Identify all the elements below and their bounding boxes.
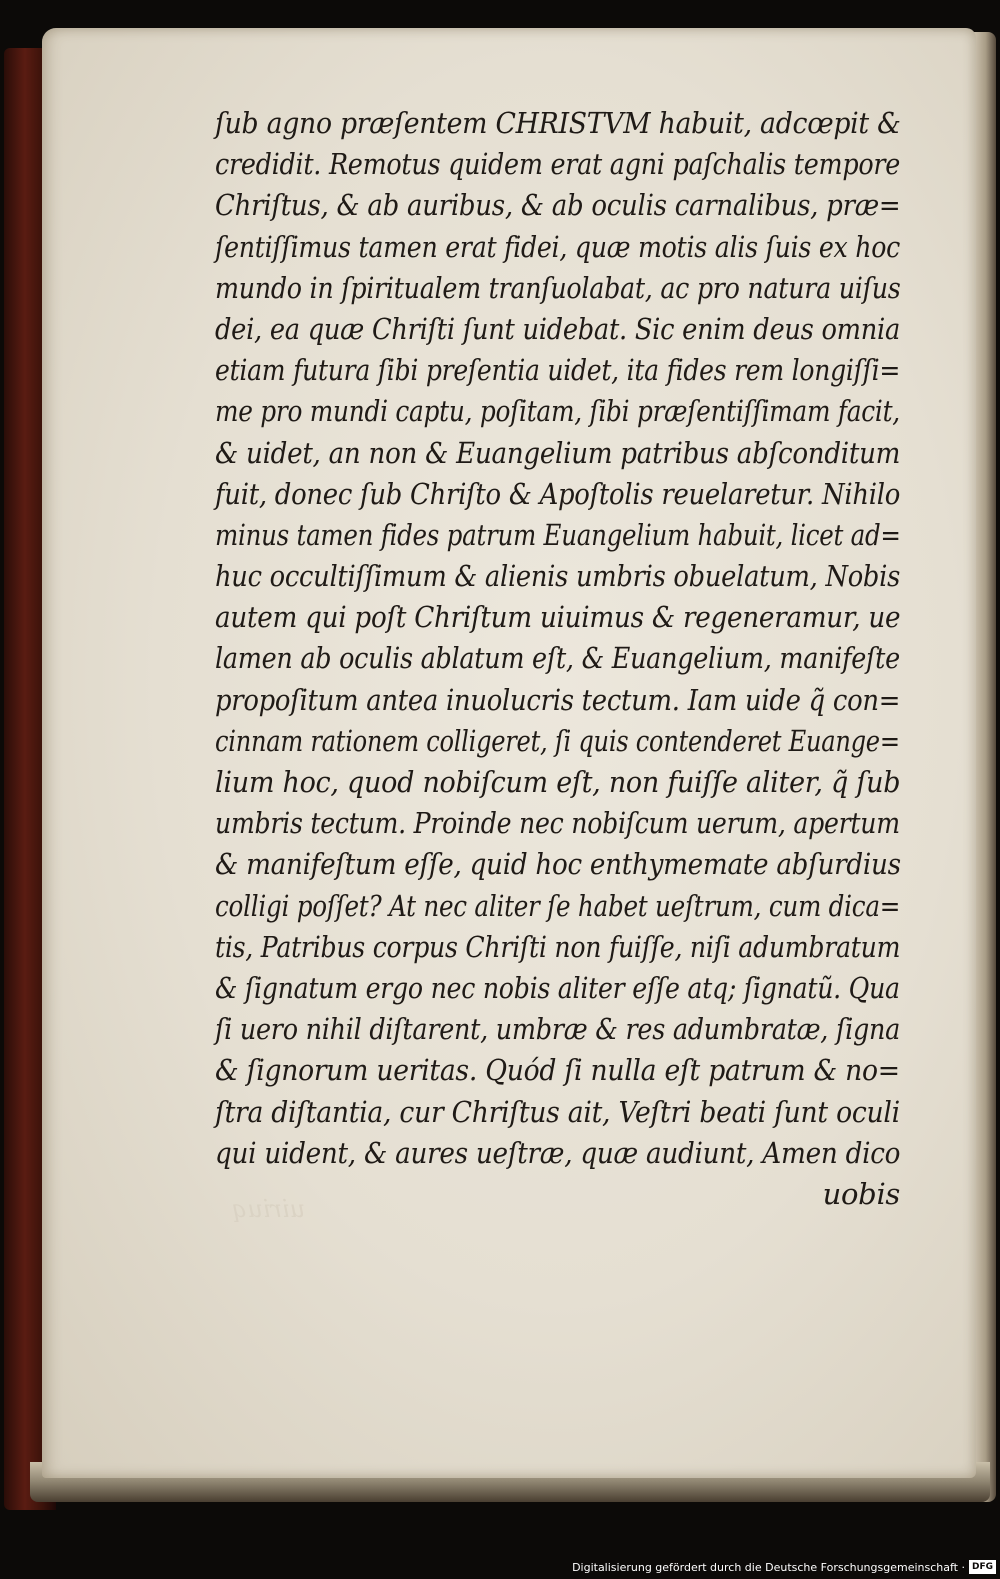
text-line: & ſignorum ueritas. Quód ſi nulla eſt patrum & no= xyxy=(215,1053,900,1088)
text-line: ſentiſſimus tamen erat fidei, quæ motis alis ſuis ex hoc xyxy=(215,229,901,264)
text-line: lium hoc, quod nobiſcum eſt, non fuiſſe aliter, q̃ ſub xyxy=(215,765,901,799)
text-line: lamen ab oculis ablatum eſt, & Euangelium, manifeſte xyxy=(215,641,900,676)
text-line: ſi uero nihil diſtarent, umbræ & res adumbratæ, ſigna xyxy=(215,1012,901,1047)
text-line: minus tamen fides patrum Euangelium habuit, licet ad= xyxy=(215,517,901,552)
bleed-through-text: uiriuq xyxy=(232,1195,306,1223)
text-line: me pro mundi captu, poſitam, ſibi præſentiſſimam facit, xyxy=(215,394,900,429)
text-line: & uidet, an non & Euangelium patribus abſconditum xyxy=(215,435,901,470)
text-line: qui uident, & aures ueſtræ, quæ audiunt, Amen dico xyxy=(215,1135,901,1170)
funding-credit: Digitalisierung gefördert durch die Deutsche Forschungsgemeinschaft · xyxy=(572,1560,965,1574)
text-line: propoſitum antea inuolucris tectum. Iam uide q̃ con= xyxy=(215,682,901,717)
text-line: Chriſtus, & ab auribus, & ab oculis carnalibus, præ= xyxy=(215,188,901,223)
text-line: tis, Patribus corpus Chriſti non fuiſſe, niſi adumbratum xyxy=(215,929,901,964)
body-text xyxy=(215,103,900,1215)
text-line: autem qui poſt Chriſtum uiuimus & regeneramur, ue xyxy=(215,600,901,635)
text-line: ſub agno præſentem CHRISTVM habuit, adcœpit & xyxy=(215,106,901,140)
text-line: & ſignatum ergo nec nobis aliter eſſe atq; ſignatũ. Qua xyxy=(215,970,900,1005)
text-line: fuit, donec ſub Chriſto & Apoſtolis reuelaretur. Nihilo xyxy=(215,476,901,511)
text-line: etiam futura ſibi preſentia uidet, ita fides rem longiſſi= xyxy=(215,353,901,388)
text-line: ſtra diſtantia, cur Chriſtus ait, Veſtri beati ſunt oculi xyxy=(215,1094,900,1129)
text-line: credidit. Remotus quidem erat agni paſchalis tempore xyxy=(215,147,901,182)
text-line: huc occultiſſimum & alienis umbris obuelatum, Nobis xyxy=(215,559,901,594)
text-line: & manifeſtum eſſe, quid hoc enthymemate abſurdius xyxy=(215,847,901,882)
catchword: uobis xyxy=(822,1176,900,1211)
text-line: colligi poſſet? At nec aliter ſe habet ueſtrum, cum dica= xyxy=(215,888,901,923)
text-line: mundo in ſpiritualem tranſuolabat, ac pro natura uiſus xyxy=(215,270,901,305)
digitization-footer xyxy=(572,1557,996,1577)
dfg-logo: DFG xyxy=(969,1560,996,1574)
text-line: dei, ea quæ Chriſti ſunt uidebat. Sic enim deus omnia xyxy=(215,311,900,346)
text-line: cinnam rationem colligeret, ſi quis contenderet Euange= xyxy=(215,723,900,758)
text-line: umbris tectum. Proinde nec nobiſcum uerum, apertum xyxy=(215,806,900,841)
